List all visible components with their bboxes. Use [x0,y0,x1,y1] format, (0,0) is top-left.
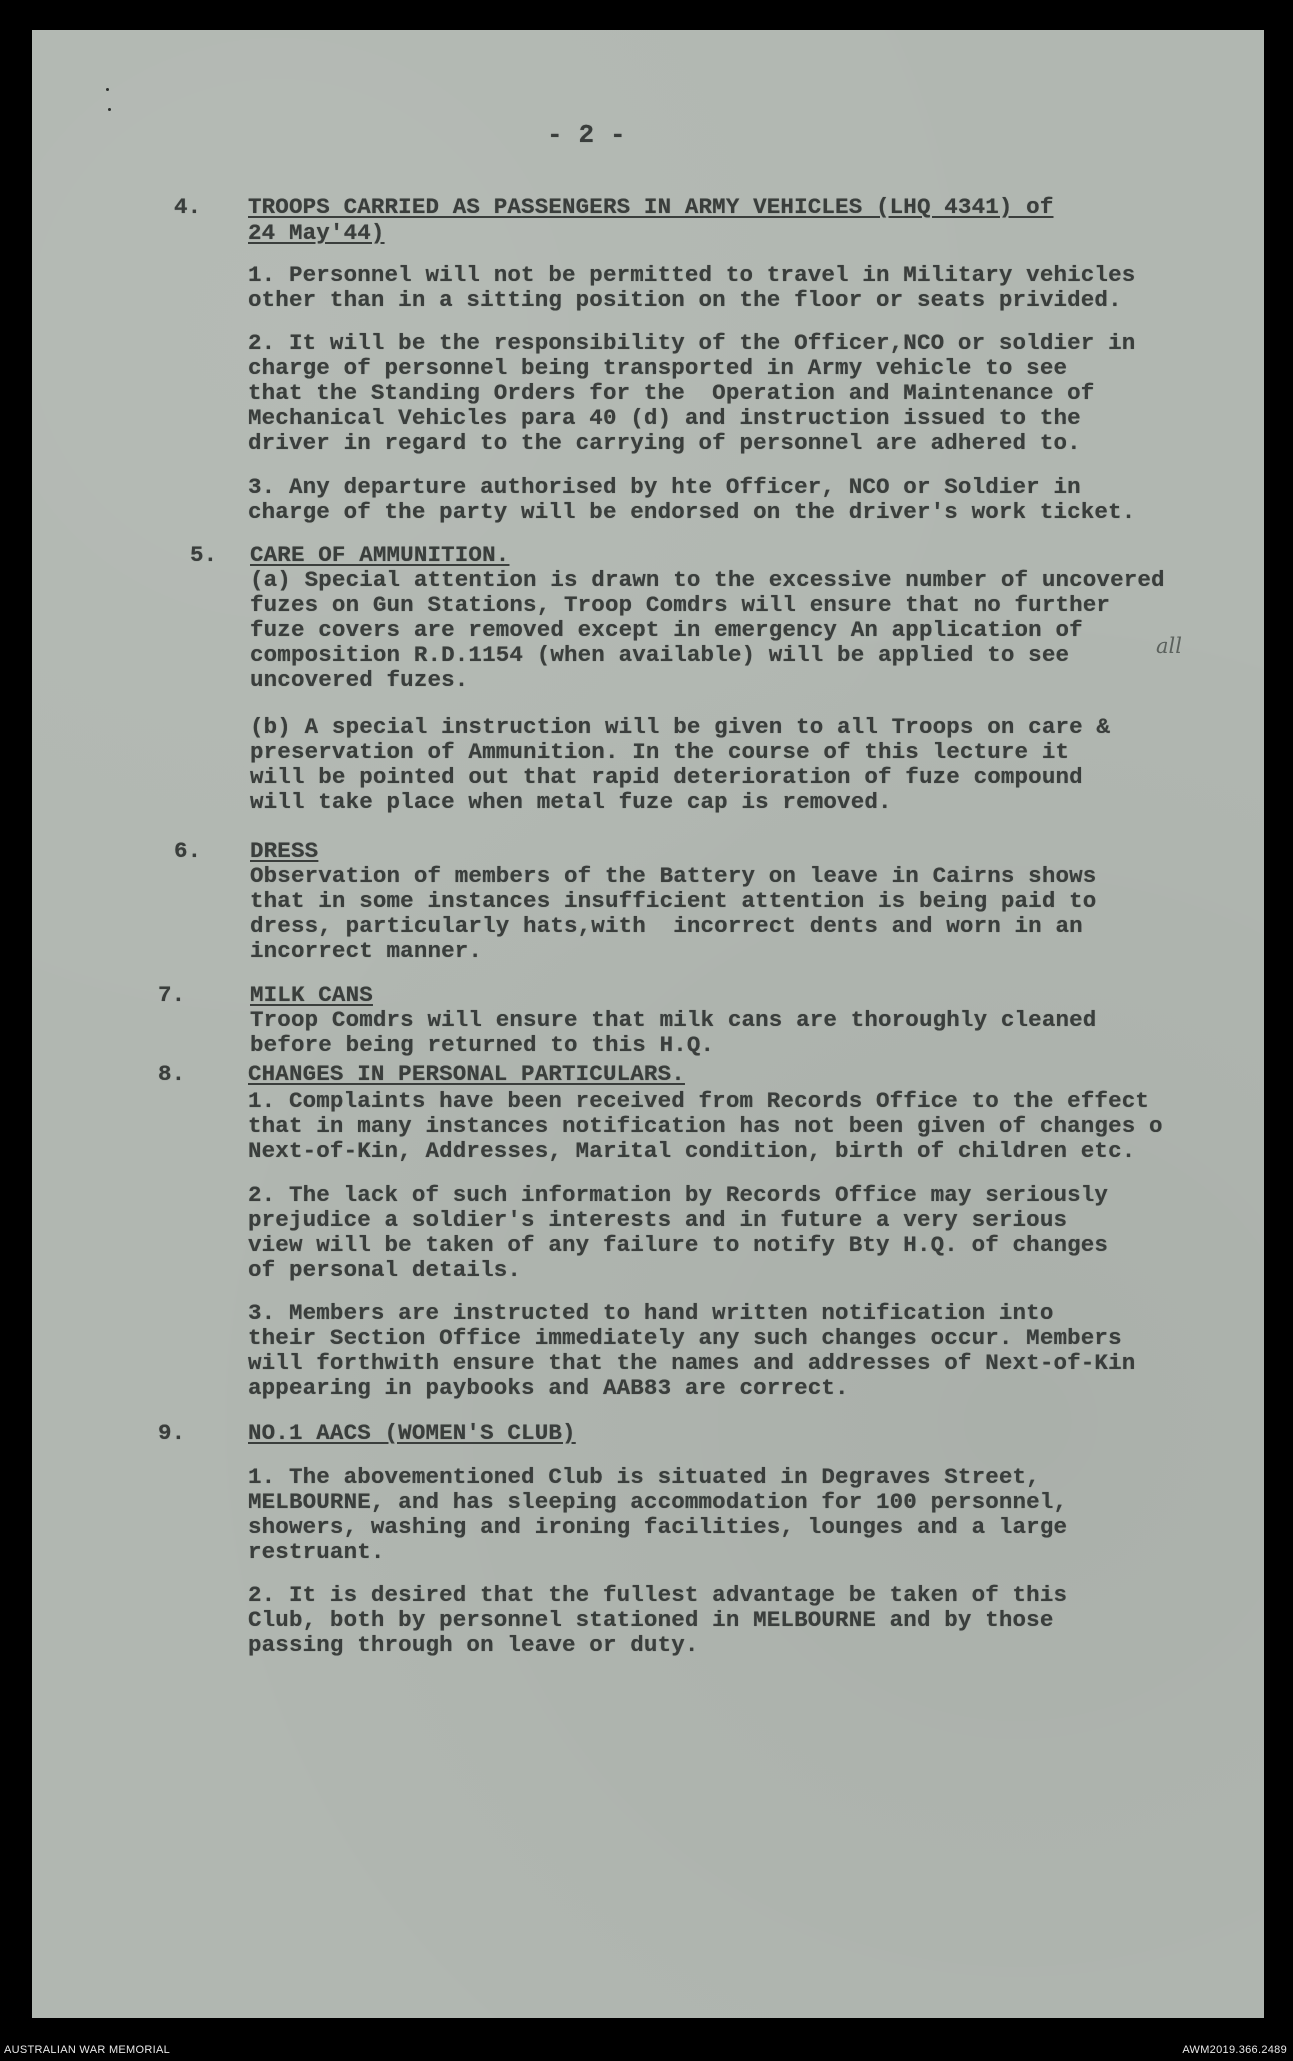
text-line: dress, particularly hats,with incorrect dents and worn in an [250,913,1083,939]
text-line: will forthwith ensure that the names and addresses of Next-of-Kin [248,1350,1136,1376]
text-line: will be pointed out that rapid deterioration of fuze compound [250,764,1083,790]
paper-speck [106,88,109,91]
text-line: 1. Complaints have been received from Records Office to the effect [248,1088,1150,1114]
text-line: before being returned to this H.Q. [250,1032,715,1058]
section-title: CHANGES IN PERSONAL PARTICULARS. [248,1061,685,1087]
text-line: Club, both by personnel stationed in MELBOURNE and by those [248,1607,1054,1633]
text-line: that the Standing Orders for the Operation and Maintenance of [248,380,1095,406]
text-line: composition R.D.1154 (when available) will be applied to see [250,642,1070,668]
text-line: (a) Special attention is drawn to the excessive number of uncovered [250,567,1165,593]
section-title: DRESS [250,838,319,864]
section-number: 6. [174,838,202,864]
text-line: incorrect manner. [250,938,483,964]
text-line: other than in a sitting position on the floor or seats privided. [248,287,1122,313]
section-title: CARE OF AMMUNITION. [250,542,510,568]
section-number: 4. [174,194,202,220]
text-line: Mechanical Vehicles para 40 (d) and instruction issued to the [248,405,1081,431]
text-line: 2. It will be the responsibility of the Officer,NCO or soldier in [248,330,1136,356]
text-line: their Section Office immediately any such changes occur. Members [248,1325,1122,1351]
text-line: that in some instances insufficient attention is being paid to [250,888,1097,914]
text-line: 3. Any departure authorised by hte Officer, NCO or Soldier in [248,474,1081,500]
text-line: 1. Personnel will not be permitted to travel in Military vehicles [248,262,1136,288]
text-line: restruant. [248,1539,385,1565]
text-line: that in many instances notification has not been given of changes o [248,1113,1163,1139]
text-line: Observation of members of the Battery on leave in Cairns shows [250,863,1097,889]
text-line: uncovered fuzes. [250,667,469,693]
section-number: 7. [158,982,186,1008]
text-line: of personal details. [248,1257,522,1283]
text-line: fuze covers are removed except in emergency An application of [250,617,1083,643]
text-line: Troop Comdrs will ensure that milk cans are thoroughly cleaned [250,1007,1097,1033]
text-line: charge of personnel being transported in Army vehicle to see [248,355,1068,381]
text-line: 2. The lack of such information by Records Office may seriously [248,1182,1109,1208]
document-page [32,30,1264,2018]
text-line: Next-of-Kin, Addresses, Marital condition, birth of children etc. [248,1138,1136,1164]
text-line: driver in regard to the carrying of personnel are adhered to. [248,430,1081,456]
text-line: showers, washing and ironing facilities, lounges and a large [248,1514,1068,1540]
text-line: 1. The abovementioned Club is situated in Degraves Street, [248,1464,1040,1490]
handwritten-annotation: all [1156,634,1182,658]
text-line: prejudice a soldier's interests and in future a very serious [248,1207,1068,1233]
text-line: 3. Members are instructed to hand written notification into [248,1300,1054,1326]
text-line: MELBOURNE, and has sleeping accommodation for 100 personnel, [248,1489,1068,1515]
section-number: 9. [158,1420,186,1446]
text-line: will take place when metal fuze cap is removed. [250,789,892,815]
section-title: NO.1 AACS (WOMEN'S CLUB) [248,1420,576,1446]
page-number: - 2 - [547,120,626,150]
text-line: charge of the party will be endorsed on the driver's work ticket. [248,499,1136,525]
section-title: MILK CANS [250,982,373,1008]
section-number: 8. [158,1061,186,1087]
section-title: TROOPS CARRIED AS PASSENGERS IN ARMY VEHICLES (LHQ 4341) of [248,194,1054,220]
text-line: view will be taken of any failure to notify Bty H.Q. of changes [248,1232,1109,1258]
text-line: 2. It is desired that the fullest advantage be taken of this [248,1582,1068,1608]
section-number: 5. [190,542,218,568]
paper-speck [108,108,111,111]
footer-reference: AWM2019.366.2489 [1182,2044,1287,2056]
text-line: appearing in paybooks and AAB83 are correct. [248,1375,849,1401]
text-line: passing through on leave or duty. [248,1632,699,1658]
text-line: (b) A special instruction will be given to all Troops on care & [250,714,1111,740]
text-line: preservation of Ammunition. In the course of this lecture it [250,739,1070,765]
section-title: 24 May'44) [248,220,385,246]
text-line: fuzes on Gun Stations, Troop Comdrs will ensure that no further [250,592,1111,618]
footer-credit: AUSTRALIAN WAR MEMORIAL [4,2044,171,2056]
